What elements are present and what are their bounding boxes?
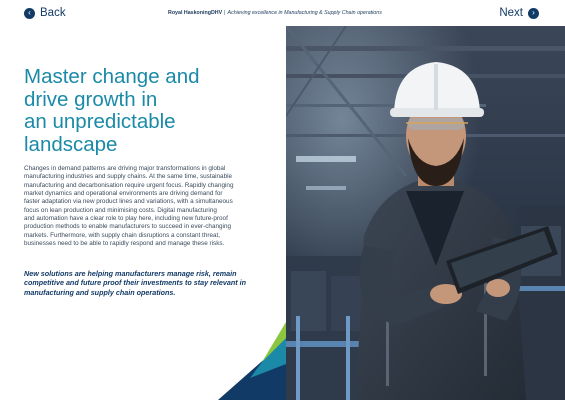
highlight-line: competitive and future proof their investments to stay relevant in — [24, 278, 247, 288]
body-line: Changes in demand patterns are driving major transformations in global — [24, 165, 226, 172]
title-line: landscape — [24, 132, 118, 156]
accent-green-shape — [262, 322, 286, 362]
body-line: manufacturing and decarbonisation require urgent focus. Rapidly changing — [24, 181, 234, 189]
chevron-left-circle-icon: ‹ — [24, 8, 35, 19]
back-label: Back — [40, 7, 66, 19]
top-bar — [0, 0, 565, 26]
header-separator: | — [224, 10, 226, 16]
body-line: businesses need to be able to rapidly respond and manage these risks. — [24, 240, 225, 248]
title-line: drive growth in — [24, 87, 158, 111]
body-line: and automation have a clear role to play here, including new future-proof — [24, 215, 228, 223]
body-line: focus on lean production and minimising costs. Digital manufacturing — [24, 206, 217, 214]
page-title — [24, 66, 274, 156]
header-tagline: Achieving excellence in Manufacturing & Supply Chain operations — [227, 10, 382, 16]
document-header — [168, 10, 382, 16]
body-line: market dynamics and operational environments are driving demand for — [24, 190, 223, 198]
body-line: production methods to enable manufacturers to succeed in ever-changing — [24, 223, 232, 231]
body-line: faster adaptation via new product lines and variations, with a simultaneous — [24, 198, 233, 206]
brand-name: Royal HaskoningDHV — [168, 10, 223, 16]
body-line: markets. Furthermore, with supply chain disruptions a constant threat, — [24, 231, 221, 239]
highlight-statement — [24, 269, 264, 297]
back-button[interactable] — [24, 7, 66, 19]
body-line: manufacturing industries and supply chains. At the same time, sustainable — [24, 173, 233, 181]
highlight-line: New solutions are helping manufacturers manage risk, remain — [24, 269, 237, 278]
highlight-line: manufacturing and supply chain operations. — [24, 287, 176, 297]
accent-navy-shape — [218, 340, 286, 400]
hero-photo — [286, 26, 565, 400]
next-label: Next — [499, 7, 523, 19]
title-line: Master change and — [24, 65, 200, 88]
chevron-right-circle-icon: › — [528, 8, 539, 19]
body-paragraph — [24, 165, 262, 248]
accent-teal-shape — [250, 330, 286, 378]
next-button[interactable] — [499, 7, 539, 19]
factory-worker-illustration — [286, 26, 565, 400]
title-line: an unpredictable — [24, 110, 176, 133]
